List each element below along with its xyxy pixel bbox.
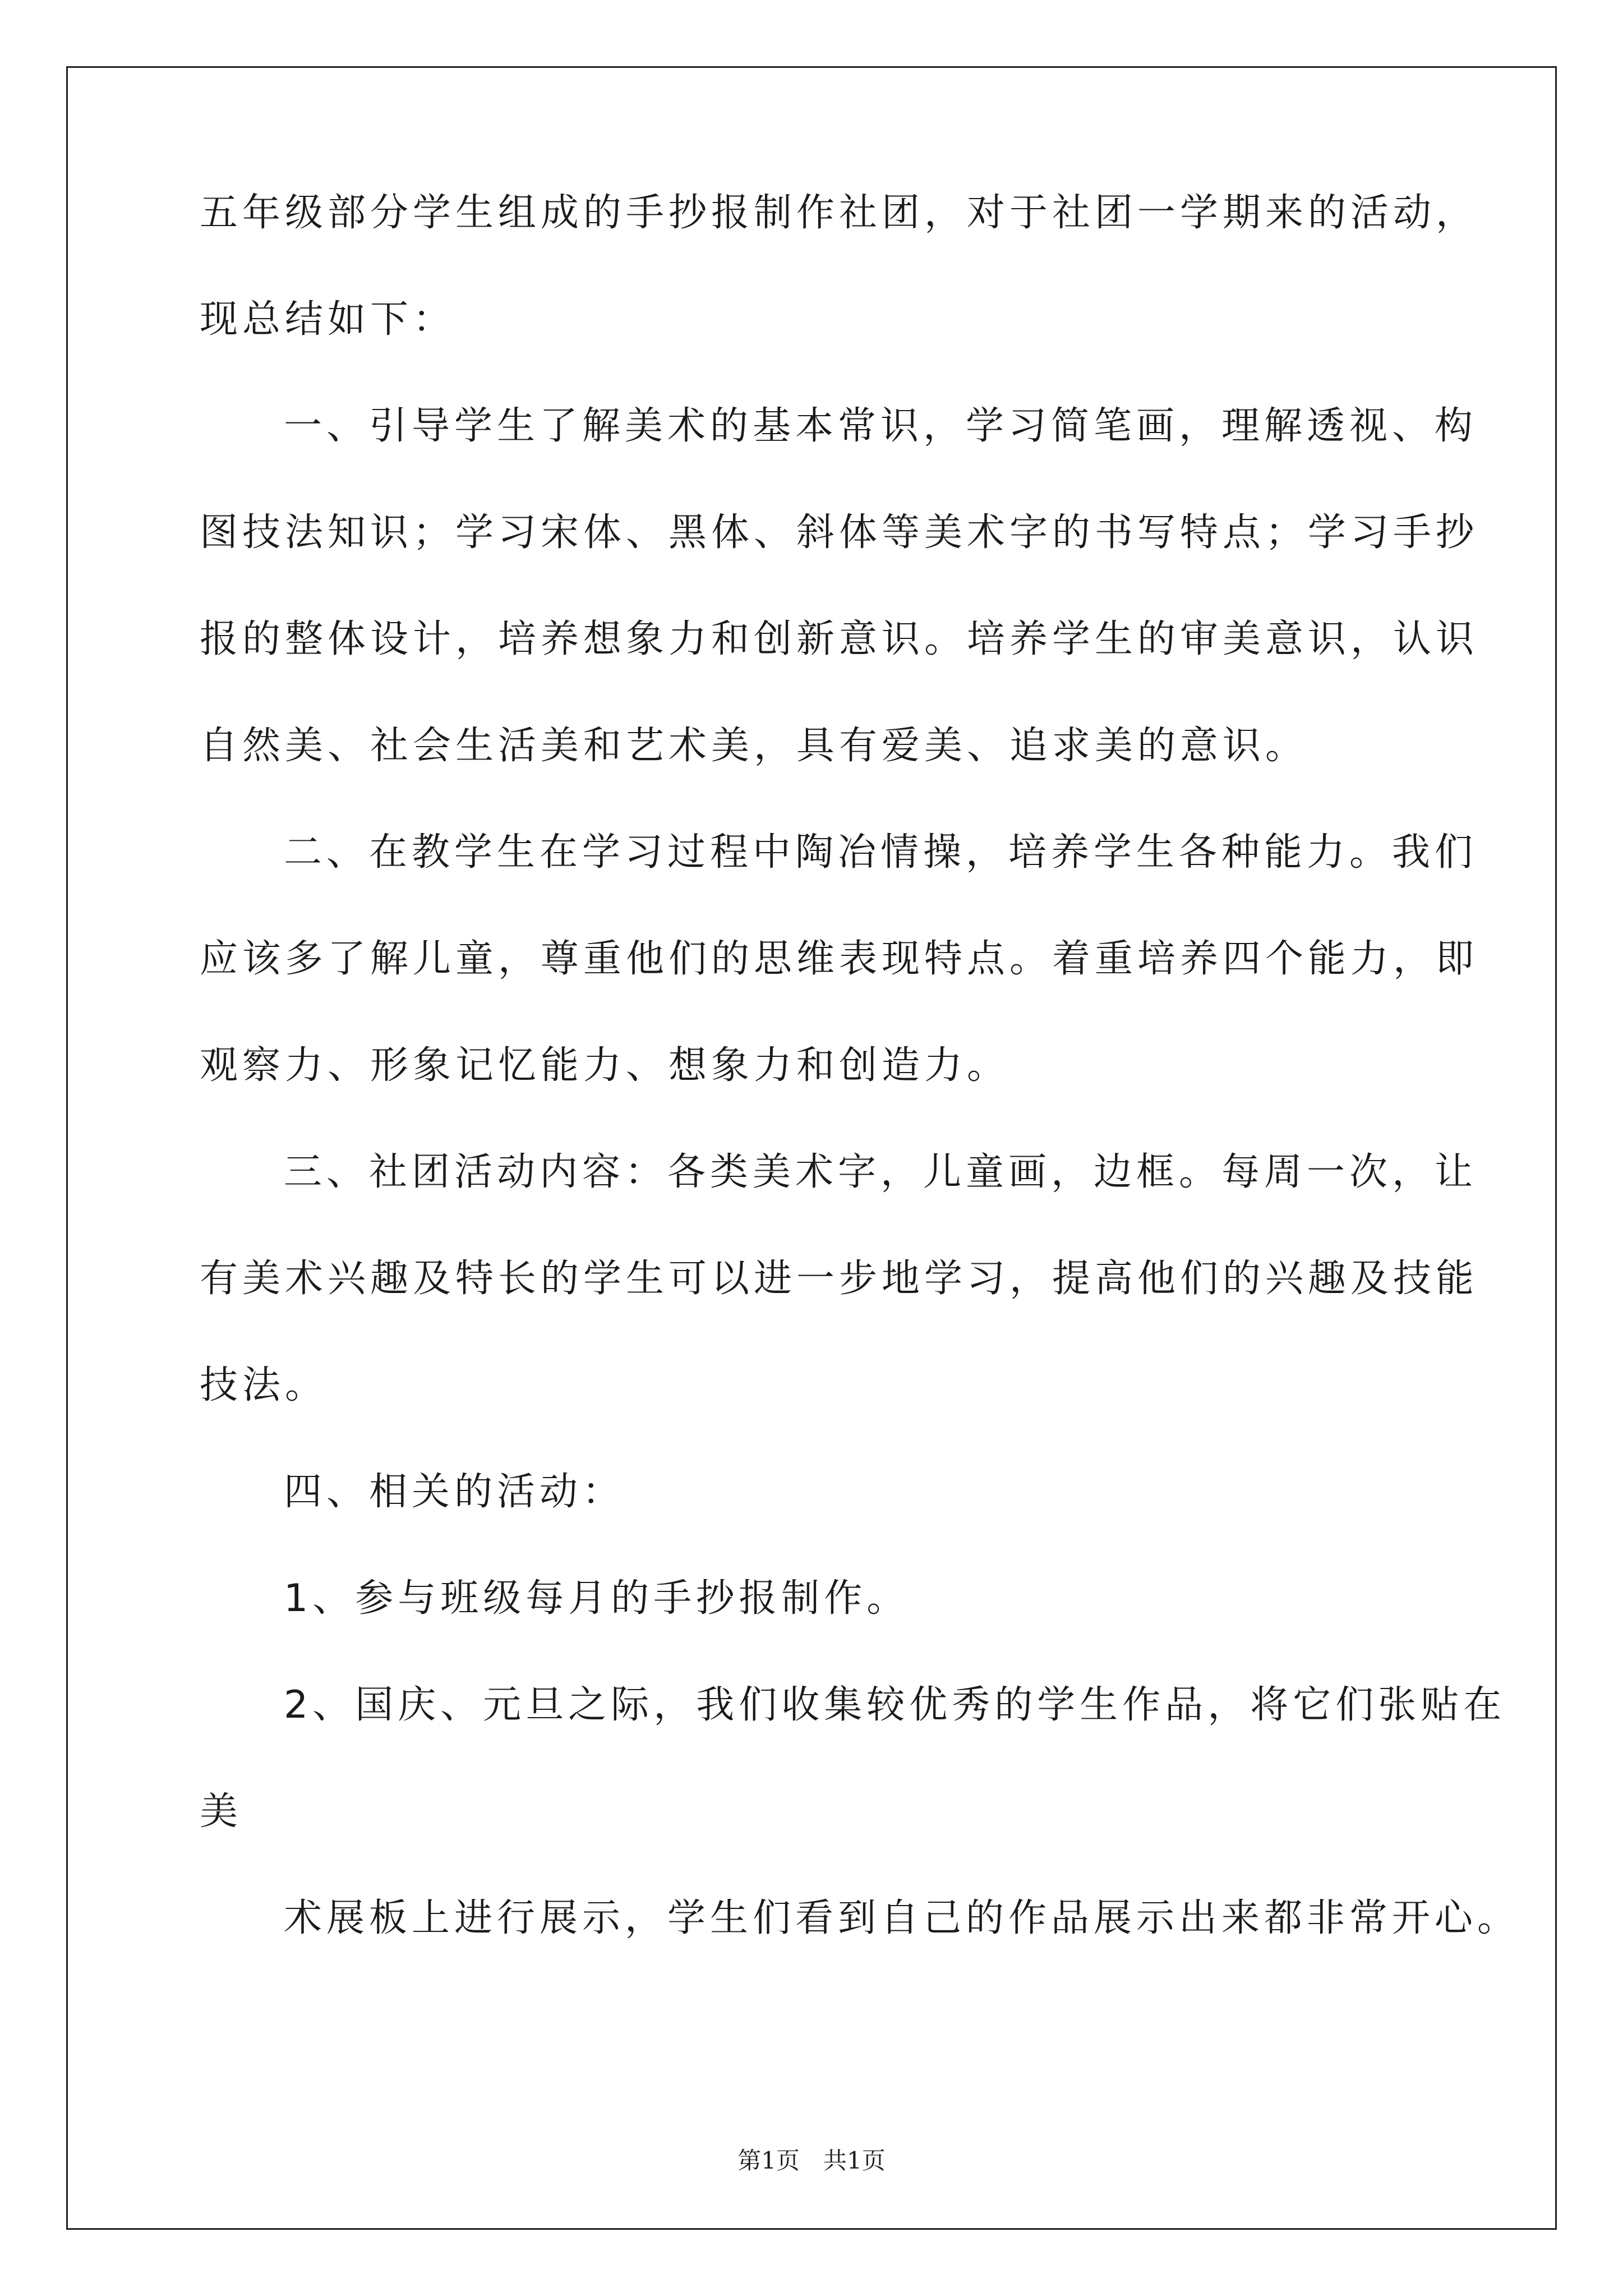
- text-line: 自然美、社会生活美和艺术美，具有爱美、追求美的意识。: [200, 724, 1308, 768]
- page-total: 共1页: [823, 2147, 886, 2174]
- text-line: 图技法知识；学习宋体、黑体、斜体等美术字的书写特点；学习手抄: [200, 510, 1479, 555]
- text-line: 技法。: [200, 1363, 328, 1407]
- paragraph-line: 一、引导学生了解美术的基本常识，学习简笔画，理解透视、构: [284, 404, 1478, 448]
- page-footer: [0, 2144, 1623, 2178]
- paragraph-line: 四、相关的活动：: [284, 1470, 625, 1514]
- text-line: 有美术兴趣及特长的学生可以进一步地学习，提高他们的兴趣及技能: [200, 1257, 1479, 1301]
- text-line: 美: [200, 1789, 243, 1834]
- paragraph-line: 术展板上进行展示，学生们看到自己的作品展示出来都非常开心。: [284, 1896, 1520, 1940]
- page-number: 第1页: [737, 2147, 800, 2174]
- paragraph-line: 2、国庆、元旦之际，我们收集较优秀的学生作品，将它们张贴在: [284, 1683, 1506, 1727]
- paragraph-line: 三、社团活动内容：各类美术字，儿童画，边框。每周一次，让: [284, 1150, 1478, 1194]
- text-line: 五年级部分学生组成的手抄报制作社团，对于社团一学期来的活动，: [200, 191, 1479, 235]
- paragraph-line: 1、参与班级每月的手抄报制作。: [284, 1576, 910, 1621]
- text-line: 观察力、形象记忆能力、想象力和创造力。: [200, 1043, 1010, 1088]
- text-line: 应该多了解儿童，尊重他们的思维表现特点。着重培养四个能力，即: [200, 937, 1479, 981]
- paragraph-line: 二、在教学生在学习过程中陶冶情操，培养学生各种能力。我们: [284, 830, 1478, 875]
- text-line: 报的整体设计，培养想象力和创新意识。培养学生的审美意识，认识: [200, 617, 1479, 661]
- text-line: 现总结如下：: [200, 297, 456, 342]
